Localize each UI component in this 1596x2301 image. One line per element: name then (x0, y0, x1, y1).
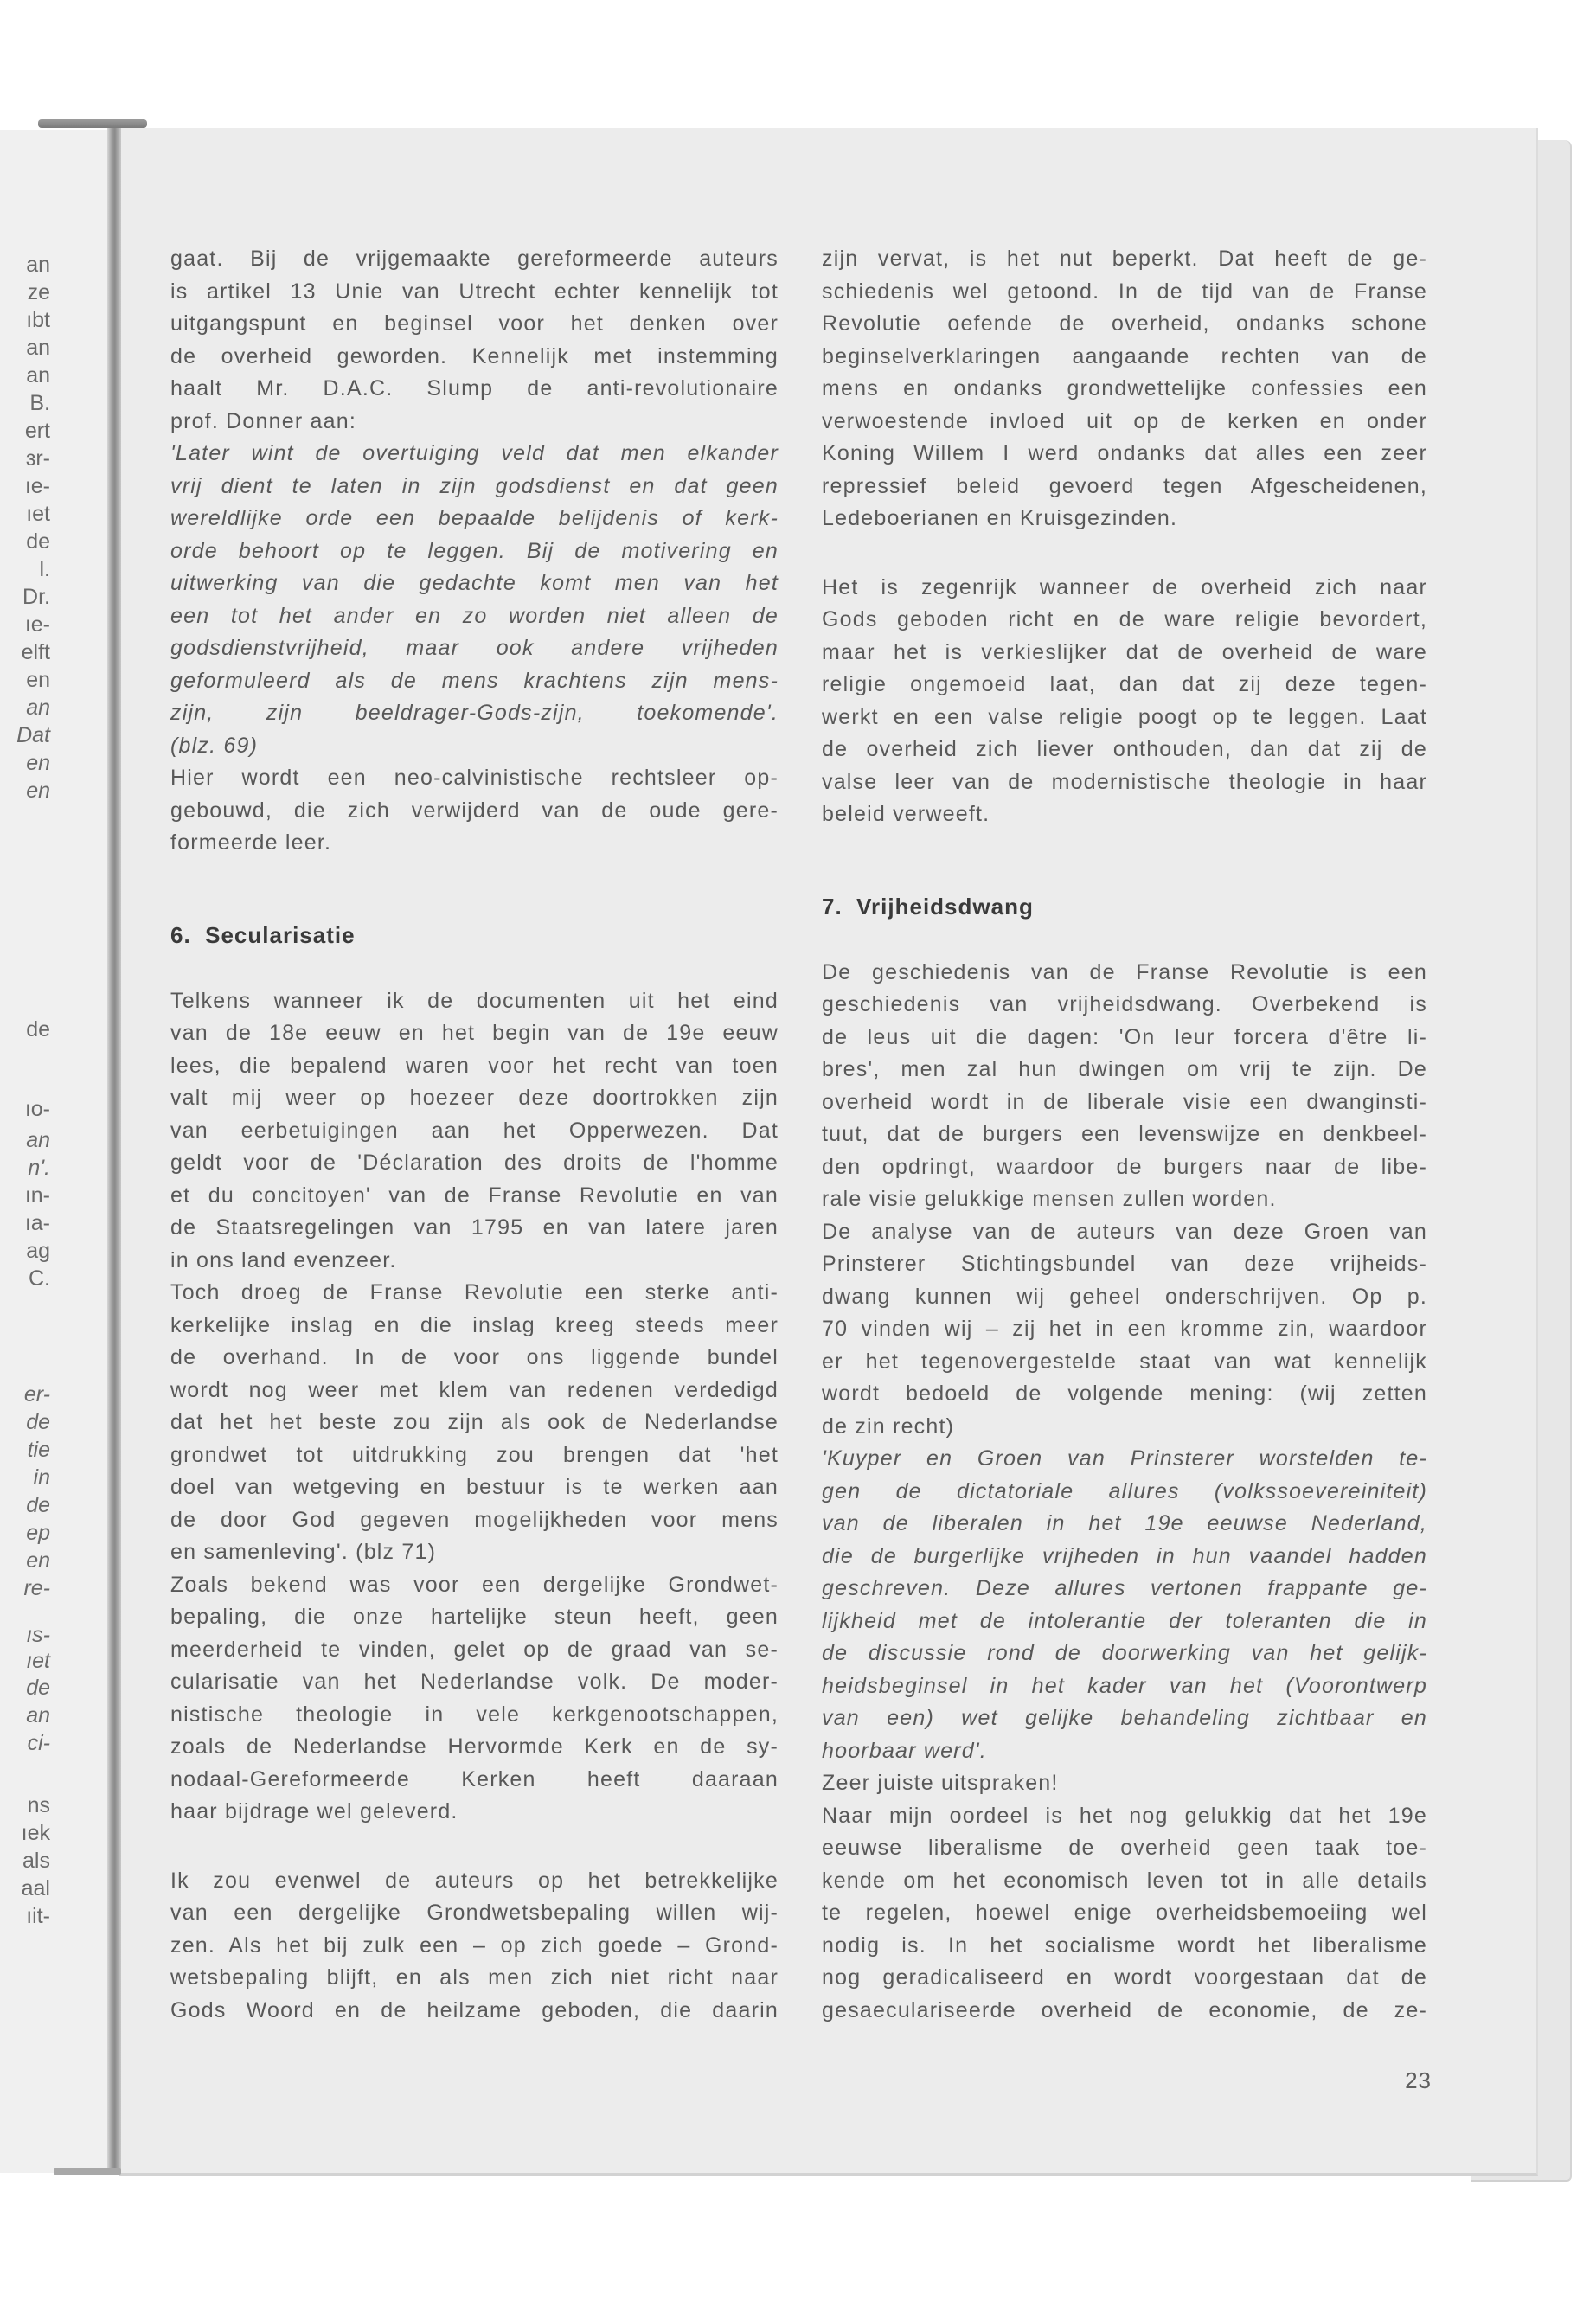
text-line: et du concitoyen' van de Franse Revolutie en van (170, 1183, 779, 1208)
text-line: van de liberalen in het 19e eeuwse Nederland, (822, 1511, 1427, 1535)
left-text-column (170, 243, 779, 2027)
previous-page-fragment: B. (29, 391, 50, 415)
previous-page-fragment: ert (24, 419, 50, 443)
paragraph (170, 1569, 779, 1829)
text-line: kerkelijke inslag en die inslag kreeg steeds meer (170, 1312, 779, 1337)
text-line: Hier wordt een neo-calvinistische rechtsleer op- (170, 766, 779, 790)
text-line: Het is zegenrijk wanneer de overheid zich naar (822, 574, 1427, 599)
previous-page-fragment: ıit- (26, 1904, 50, 1928)
text-line: zen. Als het bij zulk een – op zich goede – Grond- (170, 1932, 779, 1958)
text-line: 'Later wint de overtuiging veld dat men elkander (170, 441, 779, 465)
text-line: een tot het ander en zo worden niet alleen de (170, 603, 779, 628)
text-line: mens en ondanks grondwettelijke confessies een (822, 376, 1427, 401)
previous-page-fragment: de (26, 529, 50, 554)
text-line: gen de dictatoriale allures (volkssoevereiniteit) (822, 1478, 1427, 1503)
text-line: zijn vervat, is het nut beperkt. Dat heeft de ge- (822, 247, 1427, 271)
binding-clip-top (38, 119, 147, 128)
previous-page-fragment: en (26, 668, 50, 692)
text-line: heidsbeginsel in het kader van het (Voorontwerp (822, 1673, 1427, 1698)
previous-page-fragment: ze (27, 280, 50, 304)
previous-page-fragment: ıs- (26, 1623, 50, 1647)
previous-page-fragment: an (26, 1128, 50, 1152)
text-line: grondwet tot uitdrukking zou brengen dat 'het (170, 1442, 779, 1467)
text-line: 'Kuyper en Groen van Prinsterer worstelden te- (822, 1446, 1427, 1471)
previous-page-fragment: ci- (27, 1731, 50, 1755)
text-line: van de 18e eeuw en het begin van de 19e eeuw (170, 1021, 779, 1045)
text-line: van eerbetuigingen aan het Opperwezen. Dat (170, 1118, 779, 1143)
previous-page-fragment: l. (39, 557, 50, 581)
text-line: Zeer juiste uitspraken! (822, 1771, 1059, 1795)
text-line: cularisatie van het Nederlandse volk. De moder- (170, 1670, 779, 1694)
text-line: prof. Donner aan: (170, 408, 356, 433)
text-line: eeuwse liberalisme de overheid geen taak toe- (822, 1836, 1427, 1860)
page-number: 23 (1405, 2067, 1432, 2093)
text-line: bres', men zal hun dwingen om vrij te zijn. De (822, 1057, 1427, 1081)
block-quote (170, 438, 779, 762)
text-line: is artikel 13 Unie van Utrecht echter kennelijk tot (170, 279, 779, 304)
previous-page-fragment: an (26, 695, 50, 720)
text-line: de discussie rond de doorwerking van het gelijk- (822, 1641, 1427, 1665)
text-line: nodaal-Gereformeerde Kerken heeft daaraan (170, 1766, 779, 1791)
previous-page-fragment: ıet (26, 1649, 50, 1673)
previous-page-fragment: ıbt (26, 308, 50, 332)
text-line: zijn, zijn beeldrager-Gods-zijn, toekomende'. (170, 701, 779, 725)
text-line: nog geradicaliseerd en wordt voorgestaan dat de (822, 1965, 1427, 1990)
text-line: maar het is verkieslijker dat de overheid de ware (822, 639, 1427, 664)
text-line: de overheid geworden. Kennelijk met instemming (170, 343, 779, 369)
previous-page-fragment: elft (21, 640, 50, 664)
text-line: wetsbepaling blijft, en als men zich niet richt naar (170, 1965, 779, 1990)
paragraph (822, 1800, 1427, 2028)
text-line: vrij dient te laten in zijn godsdienst en dat geen (170, 473, 779, 498)
text-line: werkt en een valse religie poogt op te leggen. Laat (822, 704, 1427, 729)
text-line: er het tegenovergestelde staat van wat kennelijk (822, 1349, 1427, 1374)
text-line: geformuleerd als de mens krachtens zijn mens- (170, 668, 779, 693)
text-line: de door God gegeven mogelijkheden voor mens (170, 1507, 779, 1532)
previous-page-fragment: ıo- (24, 1097, 50, 1121)
text-line: wereldlijke orde een bepaalde belijdenis of kerk- (170, 506, 779, 530)
text-line: formeerde leer. (170, 830, 332, 855)
paragraph (822, 1216, 1427, 1444)
text-line: nistische theologie in vele kerkgenootschappen, (170, 1702, 779, 1727)
previous-page-fragment: en (26, 779, 50, 803)
text-line: gebouwd, die zich verwijderd van de oude gere- (170, 798, 779, 823)
paragraph (822, 572, 1427, 831)
text-line: de Staatsregelingen van 1795 en van latere jaren (170, 1215, 779, 1240)
paragraph (822, 243, 1427, 535)
text-line: gesaeculariseerde overheid de economie, de ze- (822, 1997, 1427, 2022)
text-line: De analyse van de auteurs van deze Groen van (822, 1219, 1427, 1244)
previous-page-fragment: ɜr- (25, 446, 50, 471)
text-line: 70 vinden wij – zij het in een kromme zin, waardoor (822, 1317, 1427, 1341)
previous-page-fragment: de (26, 1676, 50, 1700)
text-line: van een dergelijke Grondwetsbepaling willen wij- (170, 1900, 779, 1925)
previous-page-fragment: ıek (21, 1821, 50, 1845)
text-line: De geschiedenis van de Franse Revolutie is een (822, 959, 1427, 984)
text-line: Telkens wanneer ik de documenten uit het eind (170, 988, 779, 1013)
text-line: doel van wetgeving en bestuur is te werken aan (170, 1475, 779, 1499)
paragraph (822, 957, 1427, 1216)
text-line: verwoestende invloed uit op de kerken en onder (822, 408, 1427, 433)
text-line: de leus uit die dagen: 'On leur forcera d'être li- (822, 1024, 1427, 1049)
text-line: Zoals bekend was voor een dergelijke Grondwet- (170, 1572, 779, 1597)
text-line: (blz. 69) (170, 733, 259, 758)
previous-page-fragment: de (26, 1410, 50, 1434)
text-line: te regelen, hoewel enige overheidsbemoeiing wel (822, 1900, 1427, 1925)
previous-page-fragment: an (26, 1703, 50, 1727)
text-line: meerderheid te vinden, gelet op de graad van se- (170, 1637, 779, 1662)
previous-page-fragment: Dr. (22, 585, 50, 609)
text-line: lijkheid met de intolerantie der toleranten die in (822, 1608, 1427, 1633)
text-line: tuut, dat de burgers een levenswijze en denkbeel- (822, 1122, 1427, 1146)
previous-page-fragment: tie (27, 1438, 50, 1462)
previous-page-fragment: C. (29, 1266, 50, 1291)
previous-page-fragment: n'. (28, 1156, 50, 1180)
previous-page-fragment: en (26, 751, 50, 775)
text-line: beginselverklaringen aangaande rechten van de (822, 343, 1427, 369)
text-line: orde behoort op te leggen. Bij de motivering en (170, 538, 779, 563)
previous-page-fragment: de (26, 1017, 50, 1042)
previous-page-fragment: an (26, 363, 50, 388)
right-text-column (822, 243, 1427, 2027)
book-spine (107, 126, 121, 2173)
text-line: wordt nog weer met klem van redenen verdedigd (170, 1377, 779, 1402)
paragraph (822, 1767, 1427, 1800)
text-line: en samenleving'. (blz 71) (170, 1540, 437, 1564)
section-heading: 7. Vrijheidsdwang (822, 894, 1034, 920)
text-line: Ledeboerianen en Kruisgezinden. (822, 506, 1178, 530)
text-line: godsdienstvrijheid, maar ook andere vrijheden (170, 636, 779, 660)
text-line: haalt Mr. D.A.C. Slump de anti-revolutionaire (170, 376, 779, 401)
previous-page-fragment: er- (23, 1382, 50, 1407)
previous-page-fragment: ag (26, 1239, 50, 1263)
text-line: de zin recht) (822, 1413, 955, 1439)
previous-page-fragment: en (26, 1548, 50, 1573)
text-line: bepaling, die onze hartelijke steun heeft, geen (170, 1605, 779, 1629)
text-line: Gods geboden richt en de ware religie bevordert, (822, 607, 1427, 631)
text-line: overheid wordt in de liberale visie een dwanginsti- (822, 1089, 1427, 1114)
text-line: Naar mijn oordeel is het nog gelukkig dat het 19e (822, 1803, 1427, 1828)
previous-page-fragment: ıet (26, 502, 50, 526)
previous-page-fragment: an (26, 336, 50, 360)
text-line: beleid verweeft. (822, 802, 990, 826)
paragraph (170, 985, 779, 1278)
previous-page-fragment: de (26, 1493, 50, 1517)
text-line: Toch droeg de Franse Revolutie een sterke anti- (170, 1280, 779, 1304)
previous-page-fragment: ns (27, 1793, 50, 1817)
text-line: rale visie gelukkige mensen zullen worden. (822, 1187, 1277, 1211)
text-line: kende om het economisch leven tot in alle details (822, 1868, 1427, 1893)
previous-page-fragment: ın- (24, 1183, 50, 1208)
text-line: valse leer van de modernistische theologie in haar (822, 769, 1427, 794)
paragraph (170, 243, 779, 438)
text-line: zoals de Nederlandse Hervormde Kerk en de sy- (170, 1734, 779, 1759)
text-line: gaat. Bij de vrijgemaakte gereformeerde auteurs (170, 247, 779, 271)
paragraph (170, 1865, 779, 2028)
text-line: lees, die bepalend waren voor het recht van toen (170, 1053, 779, 1078)
text-line: Ik zou evenwel de auteurs op het betrekkelijke (170, 1868, 779, 1893)
previous-page-fragment: ep (26, 1521, 50, 1545)
previous-page-fragment: an (26, 253, 50, 277)
text-line: nodig is. In het socialisme wordt het liberalisme (822, 1932, 1427, 1958)
text-line: schiedenis wel getoond. In de tijd van de Franse (822, 279, 1427, 304)
previous-page-fragment: re- (23, 1576, 50, 1600)
text-line: Gods Woord en de heilzame geboden, die daarin (170, 1997, 779, 2022)
block-quote (822, 1443, 1427, 1767)
text-line: geldt voor de 'Déclaration des droits de l'homme (170, 1150, 779, 1175)
text-line: wordt bedoeld de volgende mening: (wij zetten (822, 1381, 1427, 1406)
text-line: geschiedenis van vrijheidsdwang. Overbekend is (822, 992, 1427, 1016)
previous-page-fragment: als (22, 1849, 50, 1873)
previous-page-fragment: ıe- (24, 612, 50, 637)
text-line: de overheid zich liever onthouden, dan dat zij de (822, 737, 1427, 761)
previous-page-fragment: ıa- (24, 1211, 50, 1235)
text-line: uitgangspunt en beginsel voor het denken over (170, 311, 779, 336)
previous-page-fragment: in (33, 1465, 50, 1490)
text-line: van een) wet gelijke behandeling zichtbaar en (822, 1706, 1427, 1730)
text-line: Koning Willem I werd ondanks dat alles een zeer (822, 441, 1427, 465)
text-line: repressief beleid gevoerd tegen Afgescheidenen, (822, 473, 1427, 498)
previous-page-fragment: aal (21, 1876, 50, 1900)
paragraph (170, 1277, 779, 1569)
text-line: hoorbaar werd'. (822, 1738, 987, 1763)
text-line: geschreven. Deze allures vertonen frappante ge- (822, 1576, 1427, 1600)
text-line: in ons land evenzeer. (170, 1247, 397, 1272)
text-line: de overhand. In de voor ons liggende bundel (170, 1345, 779, 1369)
section-heading: 6. Secularisatie (170, 922, 356, 948)
text-line: haar bijdrage wel geleverd. (170, 1799, 458, 1823)
paragraph (170, 762, 779, 860)
text-line: religie ongemoeid laat, dan dat zij deze tegen- (822, 672, 1427, 696)
binding-clip-bottom (54, 2168, 121, 2175)
previous-page-fragment: ıe- (24, 474, 50, 498)
text-line: uitwerking van die gedachte komt men van het (170, 571, 779, 595)
text-line: dwang kunnen wij geheel onderschrijven. Op p. (822, 1284, 1427, 1309)
text-line: valt mij weer op hoezeer deze doortrokken zijn (170, 1086, 779, 1110)
text-line: die de burgerlijke vrijheden in hun vaandel hadden (822, 1543, 1427, 1568)
previous-page-fragment: Dat (16, 723, 50, 747)
text-line: den opdringt, waardoor de burgers naar de libe- (822, 1154, 1427, 1179)
text-line: dat het het beste zou zijn als ook de Nederlandse (170, 1410, 779, 1434)
text-line: Revolutie oefende de overheid, ondanks schone (822, 311, 1427, 336)
text-line: Prinsterer Stichtingsbundel van deze vrijheids- (822, 1252, 1427, 1276)
